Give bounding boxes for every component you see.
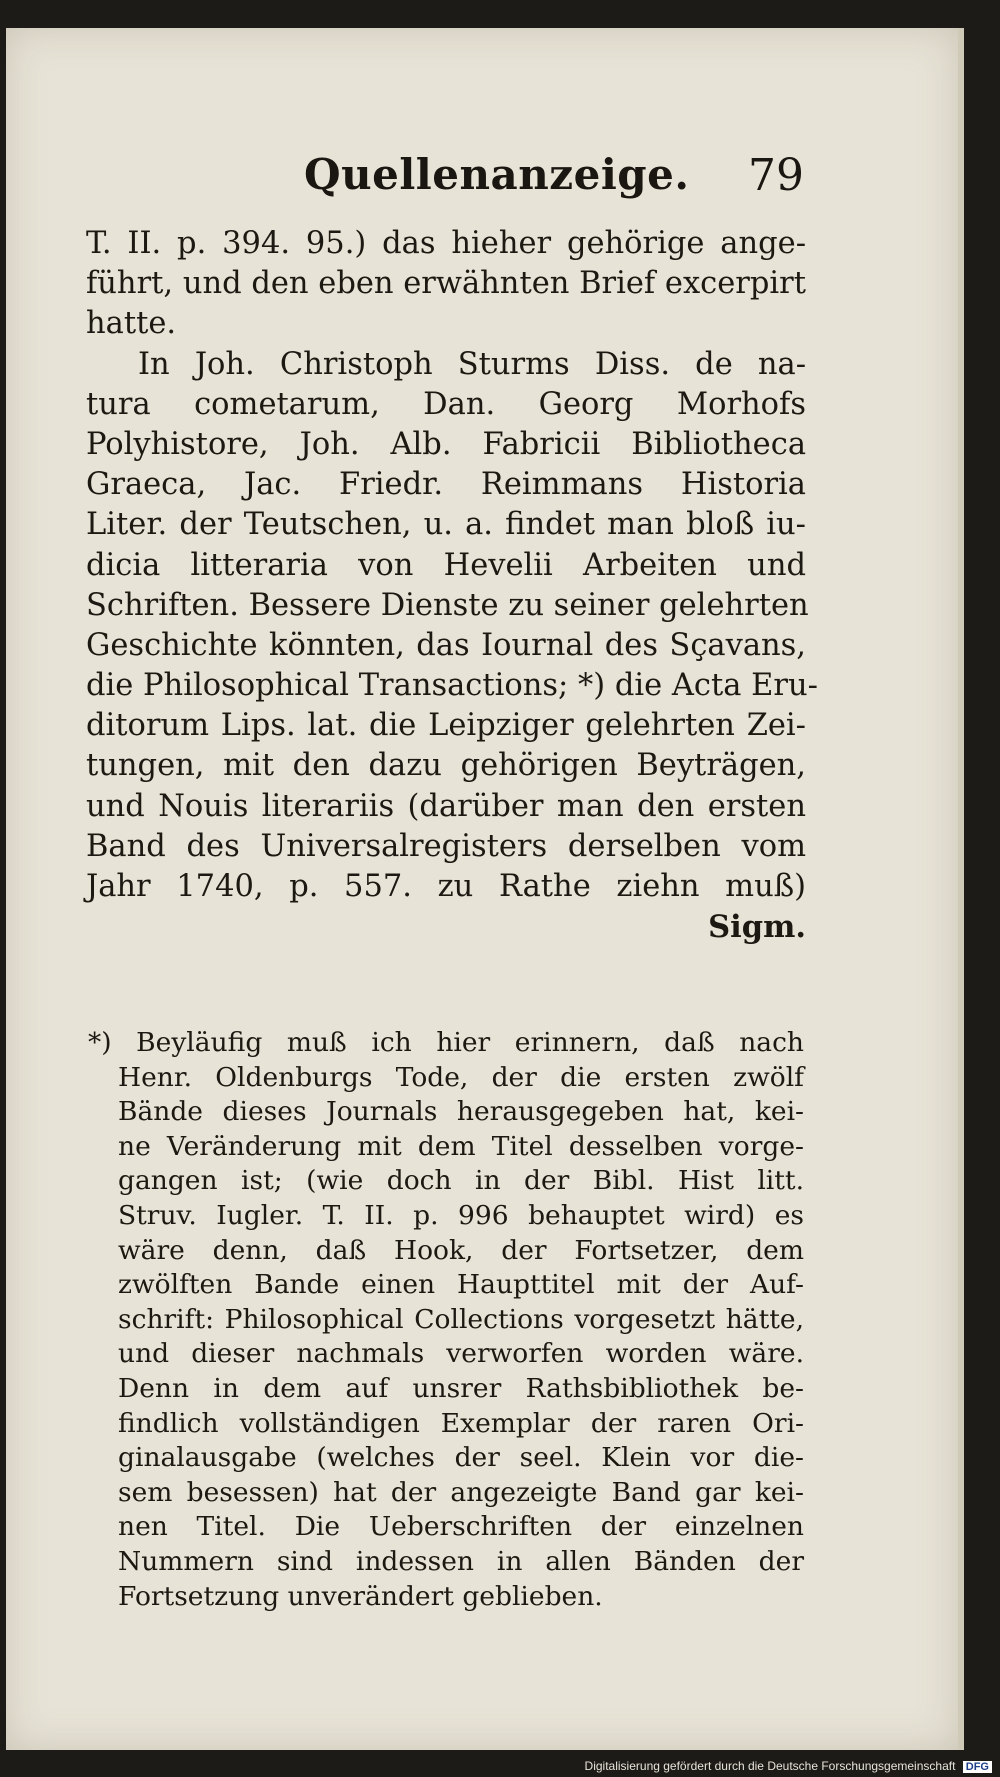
running-head: [6, 150, 958, 210]
text-line: Graeca, Jac. Friedr. Reimmans Historia: [86, 467, 806, 503]
text-line: Jahr 1740, p. 557. zu Rathe ziehn muß): [86, 869, 806, 904]
footnote-line: schrift: Philosophical Collections vorgesetzt hätte,: [118, 1303, 804, 1335]
footnote-line: und dieser nachmals verworfen worden wäre.: [118, 1338, 804, 1370]
footnote-line: Struv. Iugler. T. II. p. 996 behauptet wird) es: [118, 1199, 804, 1231]
text-line: Band des Universalregisters derselben vom: [86, 828, 806, 864]
footnote-line: nen Titel. Die Ueberschriften der einzelnen: [118, 1511, 804, 1543]
book-page: [6, 28, 964, 1750]
text-line: führt, und den eben erwähnten Brief excerpirt: [86, 266, 806, 302]
dfg-logo: DFG: [963, 1761, 992, 1773]
footnote-line: *) Beyläufig muß ich hier erinnern, daß nach: [88, 1027, 804, 1058]
footnote-line: findlich vollständigen Exemplar der raren Ori-: [118, 1407, 804, 1439]
text-line: tungen, mit den dazu gehörigen Beyträgen,: [86, 748, 806, 784]
footnote-line: ne Veränderung mit dem Titel desselben vorge-: [118, 1130, 804, 1162]
footnote-block: [88, 1026, 804, 1614]
footnote-line: zwölften Bande einen Haupttitel mit der Auf-: [118, 1269, 804, 1301]
text-line: In Joh. Christoph Sturms Diss. de na-: [138, 346, 806, 382]
footnote-line: Henr. Oldenburgs Tode, der die ersten zwölf: [118, 1061, 804, 1093]
footnote-line: gangen ist; (wie doch in der Bibl. Hist litt.: [118, 1165, 804, 1197]
text-line: Schriften. Bessere Dienste zu seiner gelehrten: [86, 587, 809, 623]
footnote-line: sem besessen) hat der angezeigte Band gar kei-: [118, 1476, 804, 1508]
footnote-line: Bände dieses Journals herausgegeben hat, kei-: [118, 1096, 804, 1128]
text-line: die Philosophical Transactions; *) die Acta Eru-: [86, 668, 818, 704]
text-line: Polyhistore, Joh. Alb. Fabricii Bibliotheca: [86, 426, 806, 462]
catchword: Sigm.: [708, 909, 806, 946]
text-line: dicia litteraria von Hevelii Arbeiten und: [86, 547, 806, 583]
digitization-credit: [585, 1759, 992, 1773]
text-line: tura cometarum, Dan. Georg Morhofs: [86, 386, 806, 422]
text-line: T. II. p. 394. 95.) das hieher gehörige ange-: [86, 226, 806, 261]
text-line: Geschichte könnten, das Iournal des Sçavans,: [86, 627, 806, 663]
footnote-line: wäre denn, daß Hook, der Fortsetzer, dem: [118, 1234, 804, 1266]
running-title: Quellenanzeige.: [304, 150, 690, 199]
credit-text: Digitalisierung gefördert durch die Deutsche Forschungsgemeinschaft: [584, 1759, 956, 1773]
footnote-line: ginalausgabe (welches der seel. Klein vor die-: [118, 1442, 804, 1474]
page-number: 79: [748, 150, 804, 201]
text-line: Liter. der Teutschen, u. a. findet man bloß iu-: [86, 507, 806, 543]
footnote-line: Denn in dem auf unsrer Rathsbibliothek be-: [118, 1372, 804, 1404]
footnote-line: Fortsetzung unverändert geblieben.: [118, 1580, 603, 1612]
text-line: ditorum Lips. lat. die Leipziger gelehrten Zei-: [86, 708, 806, 744]
footnote-line: Nummern sind indessen in allen Bänden der: [118, 1545, 804, 1577]
text-line: hatte.: [86, 306, 177, 342]
main-text-block: [86, 224, 818, 947]
text-line: und Nouis literariis (darüber man den ersten: [86, 788, 806, 824]
